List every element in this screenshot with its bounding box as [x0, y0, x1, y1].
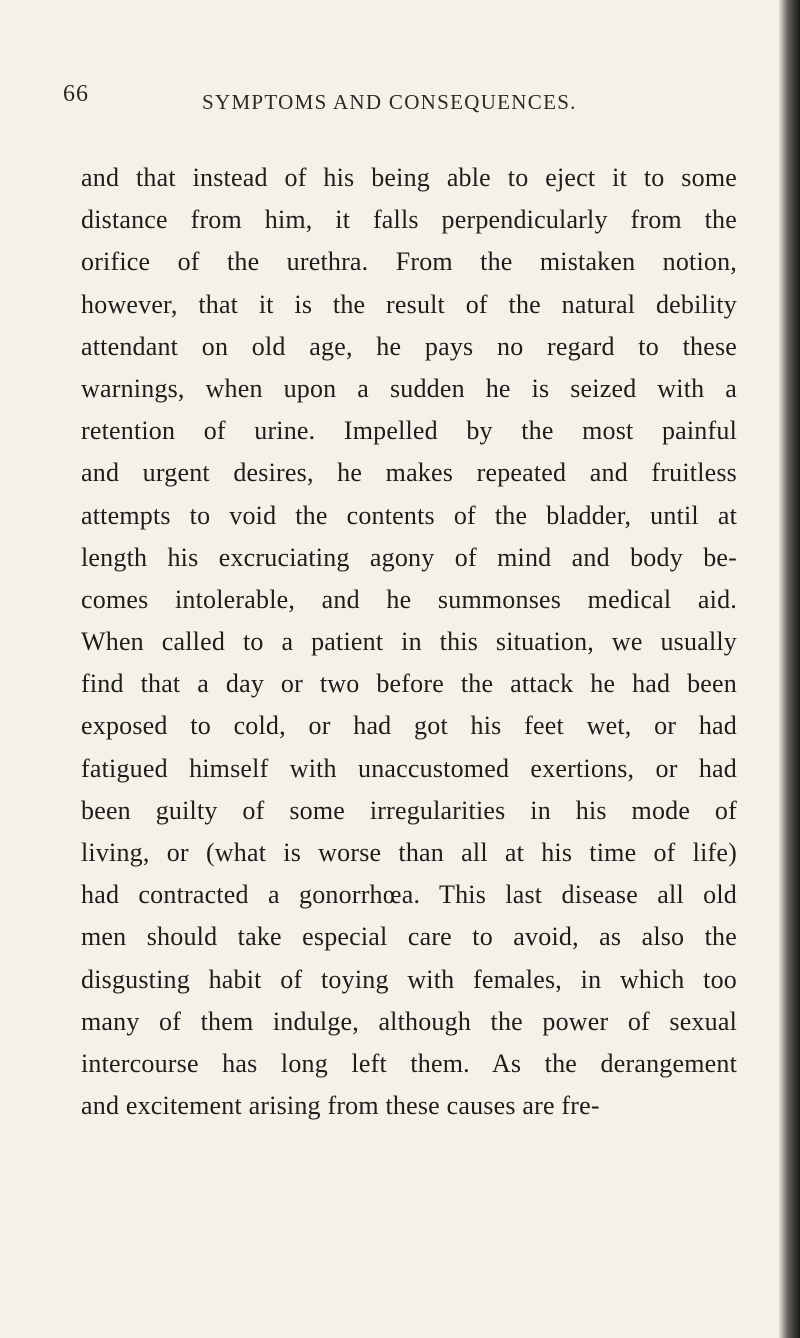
text-line: When called to a patient in this situation, we usually [81, 627, 737, 657]
text-line: intercourse has long left them. As the derangement [81, 1048, 737, 1078]
text-line: men should take especial care to avoid, as also the [81, 922, 737, 952]
text-line: had contracted a gonorrhœa. This last disease all old [81, 880, 737, 910]
page-header [0, 82, 800, 120]
text-line: distance from him, it falls perpendicularly from the [81, 205, 737, 235]
text-line: fatigued himself with unaccustomed exertions, or had [81, 753, 737, 783]
text-line: orifice of the urethra. From the mistaken notion, [81, 247, 737, 277]
text-line: many of them indulge, although the power of sexual [81, 1006, 737, 1036]
text-line: comes intolerable, and he summonses medical aid. [81, 584, 737, 614]
text-line: and that instead of his being able to eject it to some [81, 163, 737, 192]
text-line: find that a day or two before the attack he had been [81, 669, 737, 699]
running-head: SYMPTOMS AND CONSEQUENCES. [202, 90, 577, 114]
text-line: exposed to cold, or had got his feet wet, or had [81, 711, 737, 741]
page-number: 66 [63, 81, 89, 107]
text-line: attendant on old age, he pays no regard to these [81, 331, 737, 361]
text-line: retention of urine. Impelled by the most painful [81, 416, 737, 446]
text-line: however, that it is the result of the natural debility [81, 289, 737, 319]
text-line: attempts to void the contents of the bladder, until at [81, 500, 737, 530]
text-line: warnings, when upon a sudden he is seized with a [81, 373, 737, 403]
text-line: living, or (what is worse than all at his time of life) [81, 838, 737, 867]
text-line: and excitement arising from these causes are fre- [81, 1091, 600, 1121]
text-line: and urgent desires, he makes repeated and fruitless [81, 458, 737, 488]
page-edge-shadow [778, 0, 800, 1338]
text-line: length his excruciating agony of mind and body be- [81, 542, 737, 572]
text-line: disgusting habit of toying with females, in which too [81, 964, 737, 994]
text-line: been guilty of some irregularities in his mode of [81, 795, 737, 825]
body-text [81, 157, 737, 1127]
